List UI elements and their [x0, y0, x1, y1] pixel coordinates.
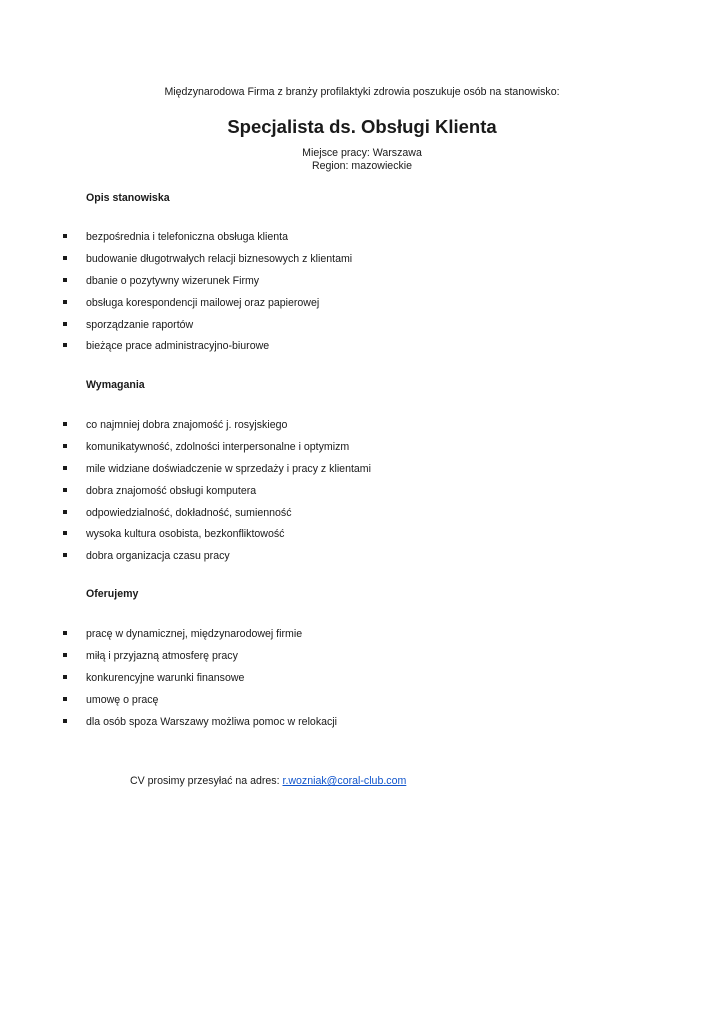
list-item	[0, 628, 724, 650]
cv-contact-prefix: CV prosimy przesyłać na adres:	[130, 775, 283, 787]
email-link[interactable]: r.wozniak@coral-club.com	[282, 775, 407, 787]
list-item	[0, 340, 724, 362]
square-bullet-icon	[63, 466, 67, 470]
list-item-text: wysoka kultura osobista, bezkonfliktowość	[86, 528, 285, 541]
list-item	[0, 319, 724, 341]
square-bullet-icon	[63, 234, 67, 238]
section-heading-offer: Oferujemy	[86, 588, 139, 600]
square-bullet-icon	[63, 343, 67, 347]
list-item	[0, 650, 724, 672]
list-item-text: dobra znajomość obsługi komputera	[86, 484, 257, 497]
list-item-text: odpowiedzialność, dokładność, sumienność	[86, 506, 292, 519]
list-item	[0, 419, 724, 441]
square-bullet-icon	[63, 256, 67, 260]
square-bullet-icon	[63, 675, 67, 679]
square-bullet-icon	[63, 322, 67, 326]
square-bullet-icon	[63, 631, 67, 635]
list-item	[0, 716, 724, 738]
section-heading-requirements: Wymagania	[86, 379, 145, 391]
square-bullet-icon	[63, 510, 67, 514]
square-bullet-icon	[63, 697, 67, 701]
square-bullet-icon	[63, 531, 67, 535]
job-title: Specjalista ds. Obsługi Klienta	[227, 116, 497, 137]
list-item-text: obsługa korespondencji mailowej oraz papierowej	[86, 296, 320, 309]
location-block	[0, 147, 724, 172]
list-item-text: komunikatywność, zdolności interpersonalne i optymizm	[86, 440, 350, 453]
square-bullet-icon	[63, 653, 67, 657]
square-bullet-icon	[63, 719, 67, 723]
list-item	[0, 550, 724, 572]
section-heading-description: Opis stanowiska	[86, 192, 170, 204]
description-list	[0, 231, 724, 362]
list-item	[0, 297, 724, 319]
intro-text: Międzynarodowa Firma z branży profilaktyki zdrowia poszukuje osób na stanowisko:	[164, 86, 560, 98]
square-bullet-icon	[63, 444, 67, 448]
list-item-text: umowę o pracę	[86, 693, 159, 706]
list-item-text: miłą i przyjazną atmosferę pracy	[86, 649, 238, 662]
square-bullet-icon	[63, 278, 67, 282]
list-item	[0, 231, 724, 253]
list-item-text: pracę w dynamicznej, międzynarodowej firmie	[86, 628, 303, 640]
square-bullet-icon	[63, 488, 67, 492]
list-item	[0, 253, 724, 275]
list-item	[0, 694, 724, 716]
cv-contact-line	[130, 775, 406, 787]
list-item-text: dla osób spoza Warszawy możliwa pomoc w relokacji	[86, 715, 338, 728]
list-item-text: sporządzanie raportów	[86, 318, 194, 331]
list-item-text: budowanie długotrwałych relacji biznesowych z klientami	[86, 252, 353, 265]
square-bullet-icon	[63, 300, 67, 304]
square-bullet-icon	[63, 422, 67, 426]
list-item-text: konkurencyjne warunki finansowe	[86, 671, 245, 684]
work-location: Miejsce pracy: Warszawa	[302, 147, 422, 159]
list-item	[0, 672, 724, 694]
offer-list	[0, 628, 724, 737]
list-item-text: bieżące prace administracyjno-biurowe	[86, 340, 270, 353]
list-item-text: co najmniej dobra znajomość j. rosyjskiego	[86, 419, 288, 431]
square-bullet-icon	[63, 553, 67, 557]
list-item	[0, 275, 724, 297]
list-item	[0, 463, 724, 485]
list-item	[0, 441, 724, 463]
requirements-list	[0, 419, 724, 572]
list-item-text: dbanie o pozytywny wizerunek Firmy	[86, 274, 260, 287]
list-item-text: bezpośrednia i telefoniczna obsługa klienta	[86, 231, 289, 243]
list-item-text: dobra organizacja czasu pracy	[86, 550, 230, 563]
list-item	[0, 507, 724, 529]
region: Region: mazowieckie	[311, 159, 413, 172]
list-item-text: mile widziane doświadczenie w sprzedaży i pracy z klientami	[86, 462, 371, 475]
list-item	[0, 528, 724, 550]
list-item	[0, 485, 724, 507]
